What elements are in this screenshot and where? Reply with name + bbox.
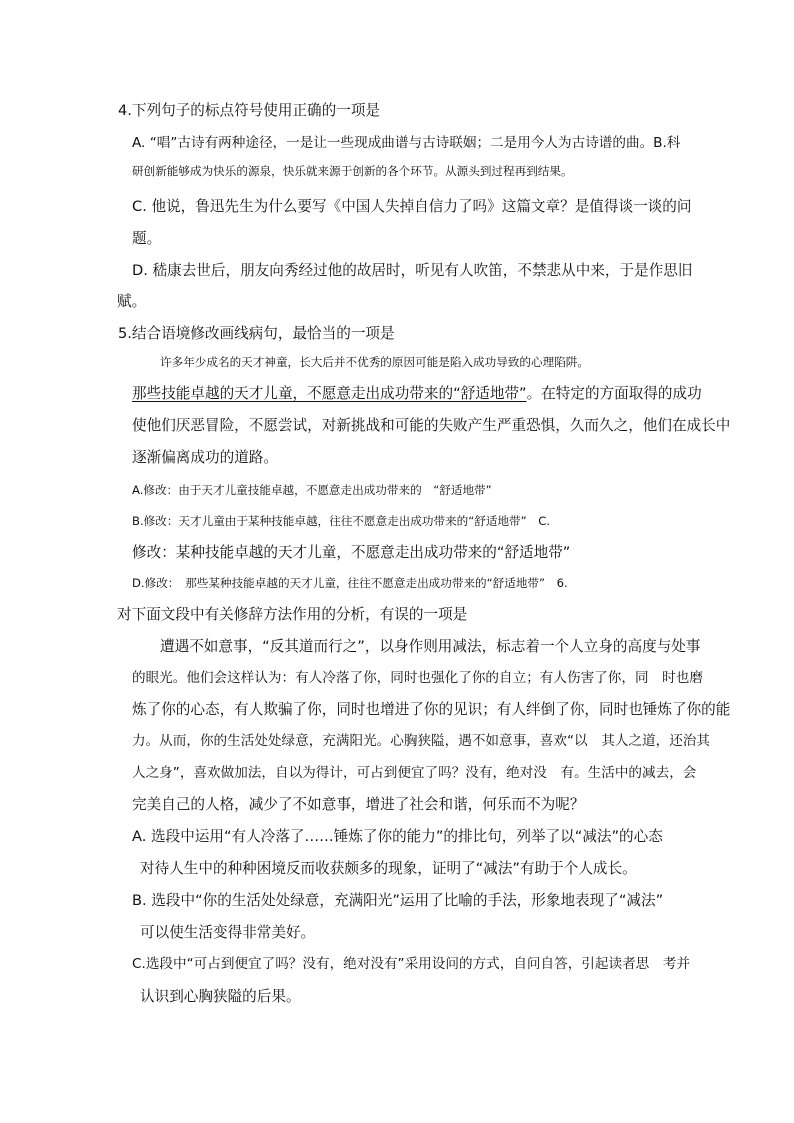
- question-4-stem: 4.下列句子的标点符号使用正确的一项是: [118, 102, 381, 119]
- question-6-option-b-line2: 可以使生活变得非常美好。: [140, 924, 316, 941]
- question-6-passage-line4: 力。从而，你的生活处处绿意，充满阳光。心胸狭隘，遇不如意事，喜欢“以 其人之道，还治其: [132, 733, 710, 749]
- question-5-option-a: A.修改：由于天才儿童技能卓越，不愿意走出成功带来的 “舒适地带”: [132, 483, 492, 497]
- question-6-stem: 对下面文段中有关修辞方法作用的分析，有误的一项是: [117, 606, 468, 623]
- question-4-option-d-line1: D. 嵇康去世后，朋友向秀经过他的故居时，听见有人吹笛，不禁悲从中来，于是作思旧: [132, 262, 693, 279]
- question-6-passage-line6: 完美自己的人格，减少了不如意事，增进了社会和谐，何乐而不为呢？: [132, 796, 585, 813]
- question-5-option-d: D.修改： 那些某种技能卓越的天才儿童，往往不愿意走出成功带来的“舒适地带” 6.: [132, 576, 568, 590]
- question-5-passage-line2: [132, 387, 702, 402]
- question-6-passage-line1: 遭遇不如意事，“反其道而行之”，以身作则用减法，标志着一个人立身的高度与处事: [160, 638, 701, 655]
- question-5-stem: 5.结合语境修改画线病句，最恰当的一项是: [118, 325, 395, 342]
- question-6-option-c-line2: 认识到心胸狭隘的后果。: [140, 988, 301, 1005]
- question-5-option-c: 修改：某种技能卓越的天才儿童，不愿意走出成功带来的“舒适地带”: [132, 544, 571, 561]
- question-6-option-a-line2: 对待人生中的种种困境反而收获颇多的现象，证明了“减法”有助于个人成长。: [140, 860, 637, 877]
- underlined-sentence: 那些技能卓越的天才儿童，不愿意走出成功带来的“舒适地带”: [132, 385, 527, 402]
- question-4-option-c-line1: C. 他说，鲁迅先生为什么要写《中国人失掉自信力了吗》这篇文章？是值得谈一谈的问: [132, 198, 692, 215]
- question-6-option-c-line1: C.选段中“可占到便宜了吗？没有，绝对没有”采用设问的方式，自问自答，引起读者思 考并: [132, 956, 691, 972]
- question-5-passage-line4: 逐渐偏离成功的道路。: [132, 449, 278, 466]
- question-6-option-b-line1: B. 选段中“你的生活处处绿意，充满阳光”运用了比喻的手法，形象地表现了“减法”: [132, 892, 664, 909]
- question-5-passage-line3: 使他们厌恶冒险，不愿尝试，对新挑战和可能的失败产生严重恐惧，久而久之，他们在成长中: [132, 417, 731, 434]
- question-6-passage-line2: 的眼光。他们会这样认为：有人冷落了你，同时也强化了你的自立；有人伤害了你，同 时也磨: [132, 670, 703, 686]
- passage-line2-rest: 。在特定的方面取得的成功: [526, 385, 702, 402]
- question-6-passage-line5: 人之身”，喜欢做加法，自以为得计，可占到便宜了吗？没有，绝对没 有。生活中的减去，会: [132, 765, 697, 781]
- question-4-option-d-line2: 赋。: [117, 293, 147, 310]
- question-6-option-a-line1: A. 选段中运用“有人冷落了……锤炼了你的能力”的排比句，列举了以“减法”的心态: [132, 828, 663, 845]
- question-4-option-a-line1: A. “唱”古诗有两种途径，一是让一些现成曲谱与古诗联姻；二是用今人为古诗谱的曲。B.科: [132, 135, 681, 151]
- question-5-option-b: B.修改：天才儿童由于某种技能卓越，往往不愿意走出成功带来的“舒适地带” C.: [132, 514, 551, 528]
- question-4-option-c-line2: 题。: [132, 230, 162, 247]
- question-4-option-a-line2: 研创新能够成为快乐的源泉，快乐就来源于创新的各个环节。从源头到过程再到结果。: [132, 164, 573, 178]
- question-5-passage-line1: 许多年少成名的天才神童，长大后并不优秀的原因可能是陷入成功导致的心理陷阱。: [160, 355, 589, 369]
- question-6-passage-line3: 炼了你的心态，有人欺骗了你，同时也增进了你的见识；有人绊倒了你，同时也锤炼了你的能: [132, 701, 731, 718]
